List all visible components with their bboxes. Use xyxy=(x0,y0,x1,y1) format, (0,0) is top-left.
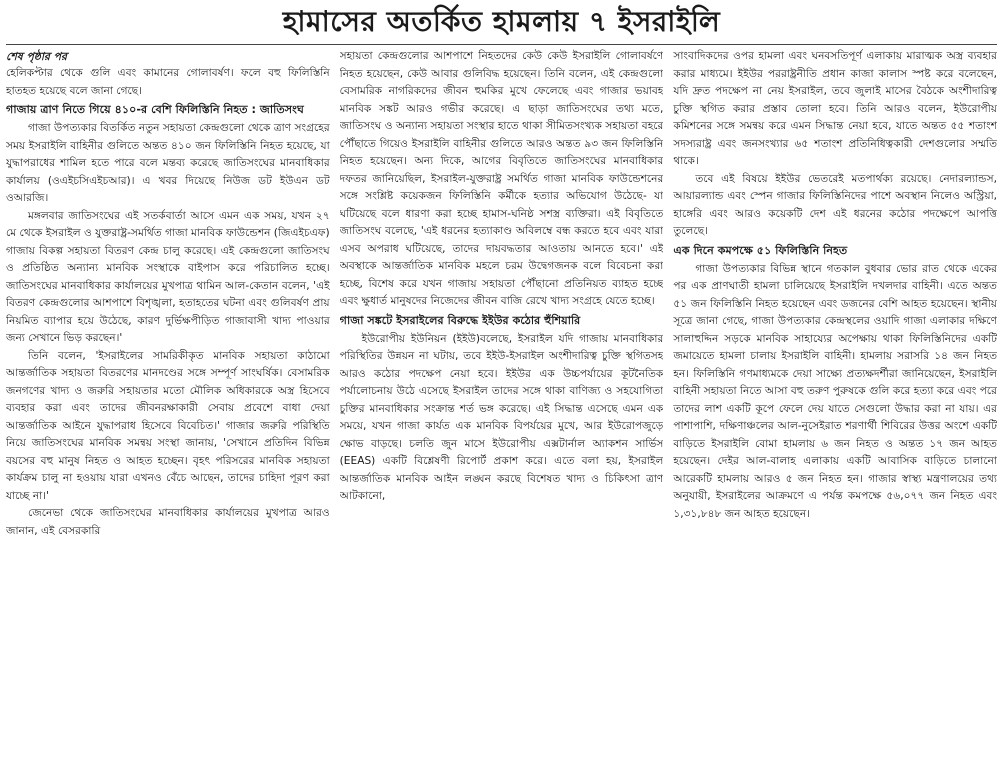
paragraph: তবে এই বিষয়ে ইইউর ভেতরেই মতপার্থক্য রয়েছে। নেদারল্যান্ডস, আয়ারল্যান্ড এবং স্পেন গাজার ফিলিস্তিনিদের পাশে অবস্থান নিলেও অস্ট্রিয়া, হাঙ্গেরি এবং আরও কয়েকটি দেশ এই ধরনের কঠোর পদক্ষেপে আপত্তি তুলেছে। xyxy=(673,172,998,237)
column-2 xyxy=(340,48,664,784)
headline: হামাসের অতর্কিত হামলায় ৭ ইসরাইলি xyxy=(6,0,997,45)
paragraph: গাজা উপত্যকার বিতর্কিত নতুন সহায়তা কেন্দ্রগুলো থেকে ত্রাণ সংগ্রহের সময় ইসরাইলি বাহিনীর গুলিতে অন্তত ৪১০ জন ফিলিস্তিনি নিহত হয়েছে, যা যুদ্ধাপরাধের শামিল হতে পারে বলে মন্তব্য করেছে জাতিসংঘের মানবাধিকার কার্যালয় (ওএইচসিএইচআর)। এ খবর দিয়েছে নিউজ ডট ইউএন ডট ওআরজি। xyxy=(6,122,330,204)
article-columns xyxy=(6,45,997,784)
paragraph: হেলিকপ্টার থেকে গুলি এবং কামানের গোলাবর্ষণ। ফলে বহু ফিলিস্তিনি হাতহত হয়েছে বলে জানা গেছে। xyxy=(6,67,330,97)
paragraph: তিনি বলেন, 'ইসরাইলের সামরিকীকৃত মানবিক সহায়তা কাঠামো আন্তর্জাতিক সহায়তা বিতরণের মানদণ্ডের সঙ্গে সম্পূর্ণ সাংঘর্ষিক। বেসামরিক জনগণের খাদ্য ও জরুরি সহায়তার মতো মৌলিক অধিকারকে অস্ত্র হিসেবে ব্যবহার করা এবং তাদের জীবনরক্ষাকারী সেবায় প্রবেশে বাধা দেয়া আন্তর্জাতিক আইনে যুদ্ধাপরাধ হিসেবে বিবেচিত।' গাজার জরুরি পরিস্থিতি নিয়ে জাতিসংঘের মানবিক সমন্বয় সংস্থা জানায়, 'সেখানে প্রতিদিন বিভিন্ন বয়সের বহু মানুষ নিহত ও আহত হচ্ছেন। বৃহৎ পরিসরের মানবিক সহায়তা কার্যক্রম চালু না হওয়ায় যারা এখনও বেঁচে আছেন, তাদের চাহিদা পূরণ করা যাচ্ছে না।' xyxy=(6,349,330,502)
paragraph: জেনেভা থেকে জাতিসংঘের মানবাধিকার কার্যালয়ের মুখপাত্র আরও জানান, এই বেসরকারি xyxy=(6,507,330,537)
paragraph: গাজা উপত্যকার বিভিন্ন স্থানে গতকাল বুধবার ভোর রাত থেকে একের পর এক প্রাণঘাতী হামলা চালিয়েছে ইসরাইলি দখলদার বাহিনী। এতে অন্তত ৫১ জন ফিলিস্তিনি নিহত হয়েছেন এবং ডজনের বেশি আহত হয়েছেন। স্থানীয় সূত্রে জানা গেছে, গাজা উপত্যকার কেন্দ্রস্থলের ওয়াদি গাজা এলাকার দক্ষিণে সালাহুদ্দিন সড়কে মানবিক সাহায্যের অপেক্ষায় থাকা ফিলিস্তিনিদের একটি জমায়েতে হামলা চালায় ইসরাইলি বাহিনী। হামলায় সরাসরি ১৪ জন নিহত হন। ফিলিস্তিনি গণমাধ্যমকে দেয়া সাক্ষ্যে প্রত্যক্ষদর্শীরা জানিয়েছেন, ইসরাইলি বাহিনী সহায়তা নিতে আসা বহু তরুণ পুরুষকে গুলি করে হত্যা করে এবং পরে তাদের লাশ একটি কূপে ফেলে দেয় যাতে সেগুলো উদ্ধার করা না যায়। এর পাশাপাশি, দক্ষিণাঞ্চলের আল-নুসেইরাত শরণার্থী শিবিরের উত্তর অংশে একটি বাড়িতে ইসরাইলি বোমা হামলায় ৬ জন নিহত ও অন্তত ১৭ জন আহত হয়েছেন। দেইর আল-বালাহ এলাকায় একটি আবাসিক বাড়িতে চালানো আরেকটি হামলায় আরও ৫ জন নিহত হন। গাজার স্বাস্থ্য মন্ত্রণালয়ের তথ্য অনুযায়ী, ইসরাইলের আক্রমণে এ পর্যন্ত কমপক্ষে ৫৬,০৭৭ জন নিহত এবং ১,৩১,৮৪৮ জন আহত হয়েছেন। xyxy=(673,262,998,520)
subheading: গাজায় ত্রাণ নিতে গিয়ে ৪১০-র বেশি ফিলিস্তিনি নিহত : জাতিসংঘ xyxy=(6,103,304,116)
paragraph: সাংবাদিকদের ওপর হামলা এবং ঘনবসতিপূর্ণ এলাকায় মারাত্মক অস্ত্র ব্যবহার করার মাধ্যমে। ইইউর পররাষ্ট্রনীতি প্রধান কাজা কালাস স্পষ্ট করে বলেছেন, যদি দ্রুত পদক্ষেপ না নেয় ইসরাইল, তবে জুলাই মাসের বৈঠকে অংশীদারিত্ব চুক্তি স্থগিত করার প্রস্তাব তোলা হবে। তিনি আরও বলেন, ইউরোপীয় কমিশনের সঙ্গে সমন্বয় করে এমন সিদ্ধান্ত নেয়া হবে, যাতে অন্তত ৫৫ শতাংশ সদস্যরাষ্ট্র এবং জনসংখ্যার ৬৫ শতাংশ প্রতিনিধিত্বকারী দেশগুলোর সম্মতি থাকে। xyxy=(673,50,998,167)
subheading: এক দিনে কমপক্ষে ৫১ ফিলিস্তিনি নিহত xyxy=(673,243,848,257)
column-3 xyxy=(673,48,997,784)
subheading: গাজা সঙ্কটে ইসরাইলের বিরুদ্ধে ইইউর কঠোর হুঁশিয়ারি xyxy=(339,313,581,327)
paragraph: সহায়তা কেন্দ্রগুলোর আশপাশে নিহতদের কেউ কেউ ইসরাইলি গোলাবর্ষণে নিহত হয়েছেন, কেউ আবার গুলিবিদ্ধ হয়েছেন। তিনি বলেন, এই কেন্দ্রগুলো বেসামরিক নাগরিকদের জীবন হুমকির মুখে ফেলেছে এবং গাজার ভয়াবহ মানবিক সঙ্কট আরও গভীর করেছে। এ ছাড়া জাতিসংঘের তথ্য মতে, জাতিসংঘ ও অন্যান্য সহায়তা সংস্থার হাতে থাকা সীমিতসংখ্যক সহায়তা বহরে পৌঁছাতে গিয়েও ইসরাইলি বাহিনীর গুলিতে আরও অন্তত ৯৩ জন ফিলিস্তিনি নিহত হয়েছেন। অন্য দিকে, আগের বিবৃতিতে জাতিসংঘের মানবাধিকার দফতর জানিয়েছিল, ইসরাইল-যুক্তরাষ্ট্র সমর্থিত গাজা মানবিক ফাউন্ডেশনের সঙ্গে সংশ্লিষ্ট কয়েকজন ফিলিস্তিনি কর্মীকে হত্যার অভিযোগ উঠেছে- যা ঘটিয়েছে বলে ধারণা করা হচ্ছে হামাস-ঘনিষ্ঠ সশস্ত্র ব্যক্তিরা। এই বিবৃতিতে জাতিসংঘ বলেছে, 'এই ধরনের হত্যাকাণ্ড অবিলম্বে বন্ধ করতে হবে এবং যারা এসব অপরাধ ঘটিয়েছে, তাদের দায়বদ্ধতার আওতায় আনতে হবে।' এই অবস্থাকে আন্তর্জাতিক মানবিক মহলে চরম উদ্বেগজনক বলে বিবেচনা করা হচ্ছে, বিশেষ করে যখন গাজায় সহায়তা পৌঁছানো প্রতিনিয়ত ব্যাহত হচ্ছে এবং ক্ষুধার্ত মানুষদের নিজেদের জীবন বাজি রেখে খাদ্য সংগ্রহে যেতে হচ্ছে। xyxy=(339,50,664,307)
column-1 xyxy=(6,48,330,784)
paragraph: ইউরোপীয় ইউনিয়ন (ইইউ)বলেছে, ইসরাইল যদি গাজায় মানবাধিকার পরিস্থিতির উন্নয়ন না ঘটায়, তবে ইইউ-ইসরাইল অংশীদারিত্ব চুক্তি স্থগিতসহ আরও কঠোর পদক্ষেপ নেয়া হবে। ইইউর এক উচ্চপর্যায়ের কূটনৈতিক পর্যালোচনায় উঠে এসেছে ইসরাইল তাদের সঙ্গে থাকা বাণিজ্য ও সহযোগিতা চুক্তির মানবাধিকার সংক্রান্ত শর্ত ভঙ্গ করেছে। এই সিদ্ধান্ত এসেছে এমন এক সময়ে, যখন গাজা কার্যত এক মানবিক বিপর্যয়ের মুখে, আর ইউরোপজুড়ে ক্ষোভ বাড়ছে। চলতি জুন মাসে ইউরোপীয় এক্সটার্নাল অ্যাকশন সার্ভিস (EEAS) একটি বিশ্লেষণী রিপোর্ট প্রকাশ করে। এতে বলা হয়, ইসরাইল আন্তর্জাতিক মানবিক আইন লঙ্ঘন করছে বিশেষত খাদ্য ও চিকিৎসা ত্রাণ আটকানো, xyxy=(339,332,664,502)
paragraph: মঙ্গলবার জাতিসংঘের এই সতর্কবার্তা আসে এমন এক সময়, যখন ২৭ মে থেকে ইসরাইল ও যুক্তরাষ্ট্র-সমর্থিত গাজা মানবিক ফাউন্ডেশন (জিএইচএফ) গাজায় বিকল্প সহায়তা বিতরণ কেন্দ্র চালু করেছে। এই কেন্দ্রগুলো জাতিসংঘ ও প্রতিষ্ঠিত অন্যান্য মানবিক সংস্থাকে বাইপাস করে পরিচালিত হচ্ছে। জাতিসংঘের মানবাধিকার কার্যালয়ের মুখপাত্র থামিন আল-কেতান বলেন, 'এই বিতরণ কেন্দ্রগুলোর আশপাশে বিশৃঙ্খলা, হতাহতের ঘটনা এবং গুলিবর্ষণ প্রায় নিয়মিত ব্যাপার হয়ে উঠেছে, কারণ দুর্ভিক্ষপীড়িত গাজাবাসী খাদ্য পাওয়ার জন্য সেখানে ভিড় করছেন।' xyxy=(6,209,330,344)
continued-label: শেষ পৃষ্ঠার পর xyxy=(6,50,67,63)
